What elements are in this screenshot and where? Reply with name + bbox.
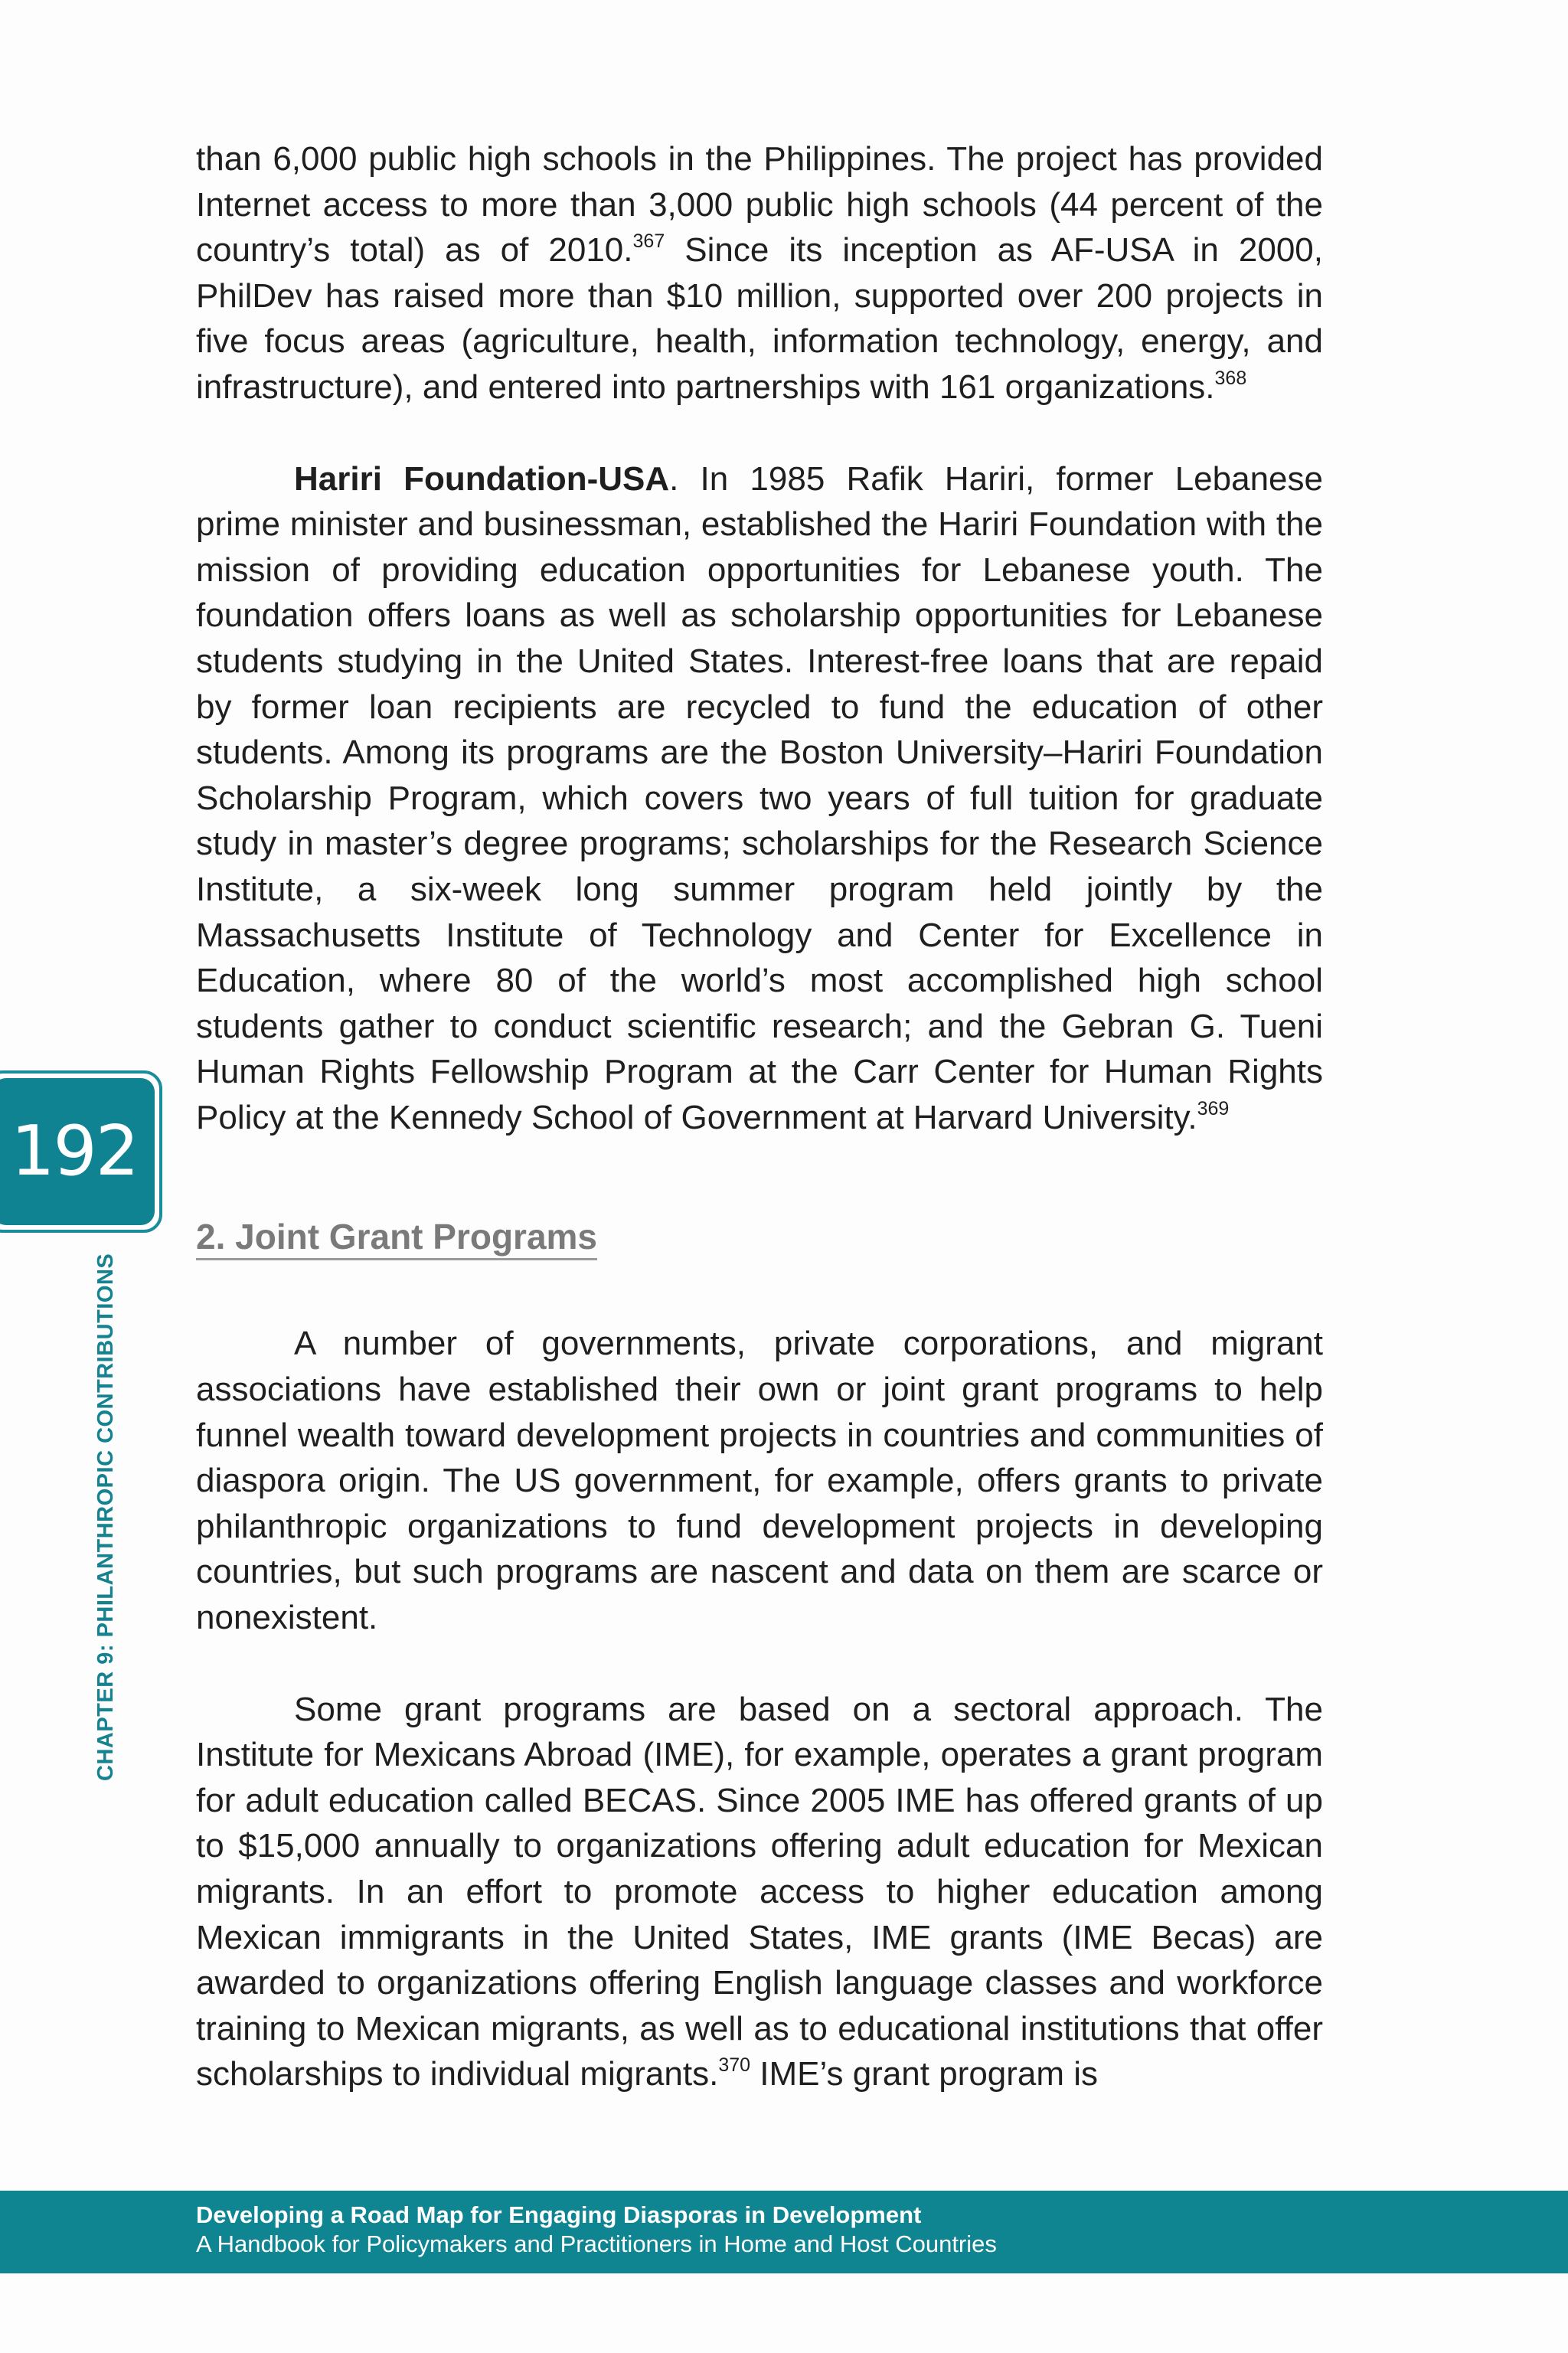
page-number: 192 — [11, 1111, 138, 1191]
section-heading — [196, 1214, 1323, 1260]
footnote-ref[interactable]: 369 — [1197, 1097, 1230, 1119]
paragraph-text: than 6,000 public high schools in the Philippines. The project has provided Internet access to more than 3,000 public high schools (44 percent of the country’s total) as of 2010. — [196, 140, 1323, 270]
footer-title: Developing a Road Map for Engaging Diasporas in Development — [196, 2201, 922, 2228]
chapter-label: CHAPTER 9: PHILANTHROPIC CONTRIBUTIONS — [93, 1253, 118, 1781]
footnote-ref[interactable]: 370 — [718, 2054, 751, 2077]
footer-subtitle: A Handbook for Policymakers and Practitioners in Home and Host Countries — [196, 2230, 997, 2257]
footnote-ref[interactable]: 367 — [632, 230, 665, 253]
paragraph-text: Some grant programs are based on a sectoral approach. The Institute for Mexicans Abroad (IME), for example, operates a grant program for adult education called BECAS. Since 2005 IME has offered grants of up to $15,000 annually to organizations offering adult education for Mexican migrants. In an effort to promote access to higher education among Mexican immigrants in the United States, IME grants (IME Becas) are awarded to organizations offering English language classes and workforce training to Mexican migrants, as well as to educational institutions that offer scholarships to individual migrants. — [196, 1690, 1323, 2093]
paragraph-philippines — [196, 136, 1323, 410]
paragraph-hariri — [196, 456, 1323, 1141]
main-content — [196, 136, 1323, 2097]
paragraph-text: IME’s grant program is — [750, 2055, 1099, 2093]
org-name: Hariri Foundation-USA — [294, 459, 670, 498]
page-number-tab — [0, 1070, 162, 1233]
footer — [0, 2191, 1568, 2273]
paragraph-joint-grants — [196, 1321, 1323, 1640]
paragraph-text: A number of governments, private corporations, and migrant associations have established their own or joint grant programs to help funnel wealth toward development projects in countries and communities of diaspora origin. The US government, for example, offers grants to private philanthropic organizations to fund development projects in developing countries, but such programs are nascent and data on them are scarce or nonexistent. — [196, 1325, 1323, 1637]
section-heading-text: 2. Joint Grant Programs — [196, 1217, 597, 1260]
paragraph-text: . In 1985 Rafik Hariri, former Lebanese prime minister and businessman, established the Hariri Foundation with the mission of providing education opportunities for Lebanese youth. The foundation offers loans as well as scholarship opportunities for Lebanese students studying in the United States. Interest-free loans that are repaid by former loan recipients are recycled to fund the education of other students. Among its programs are the Boston University–Hariri Foundation Scholarship Program, which covers two years of full tuition for graduate study in master’s degree programs; scholarships for the Research Science Institute, a six-week long summer program held jointly by the Massachusetts Institute of Technology and Center for Excellence in Education, where 80 of the world’s most accomplished high school students gather to conduct scientific research; and the Gebran G. Tueni Human Rights Fellowship Program at the Carr Center for Human Rights Policy at the Kennedy School of Government at Harvard University. — [196, 459, 1324, 1136]
paragraph-sectoral — [196, 1687, 1323, 2097]
paragraph-text: Since its inception as AF-USA in 2000, PhilDev has raised more than $10 million, supported over 200 projects in five focus areas (agriculture, health, information technology, energy, and infrastructure), and entered into partnerships with 161 organizations. — [196, 231, 1323, 406]
page-number-badge — [0, 1078, 155, 1225]
footnote-ref[interactable]: 368 — [1214, 367, 1247, 389]
